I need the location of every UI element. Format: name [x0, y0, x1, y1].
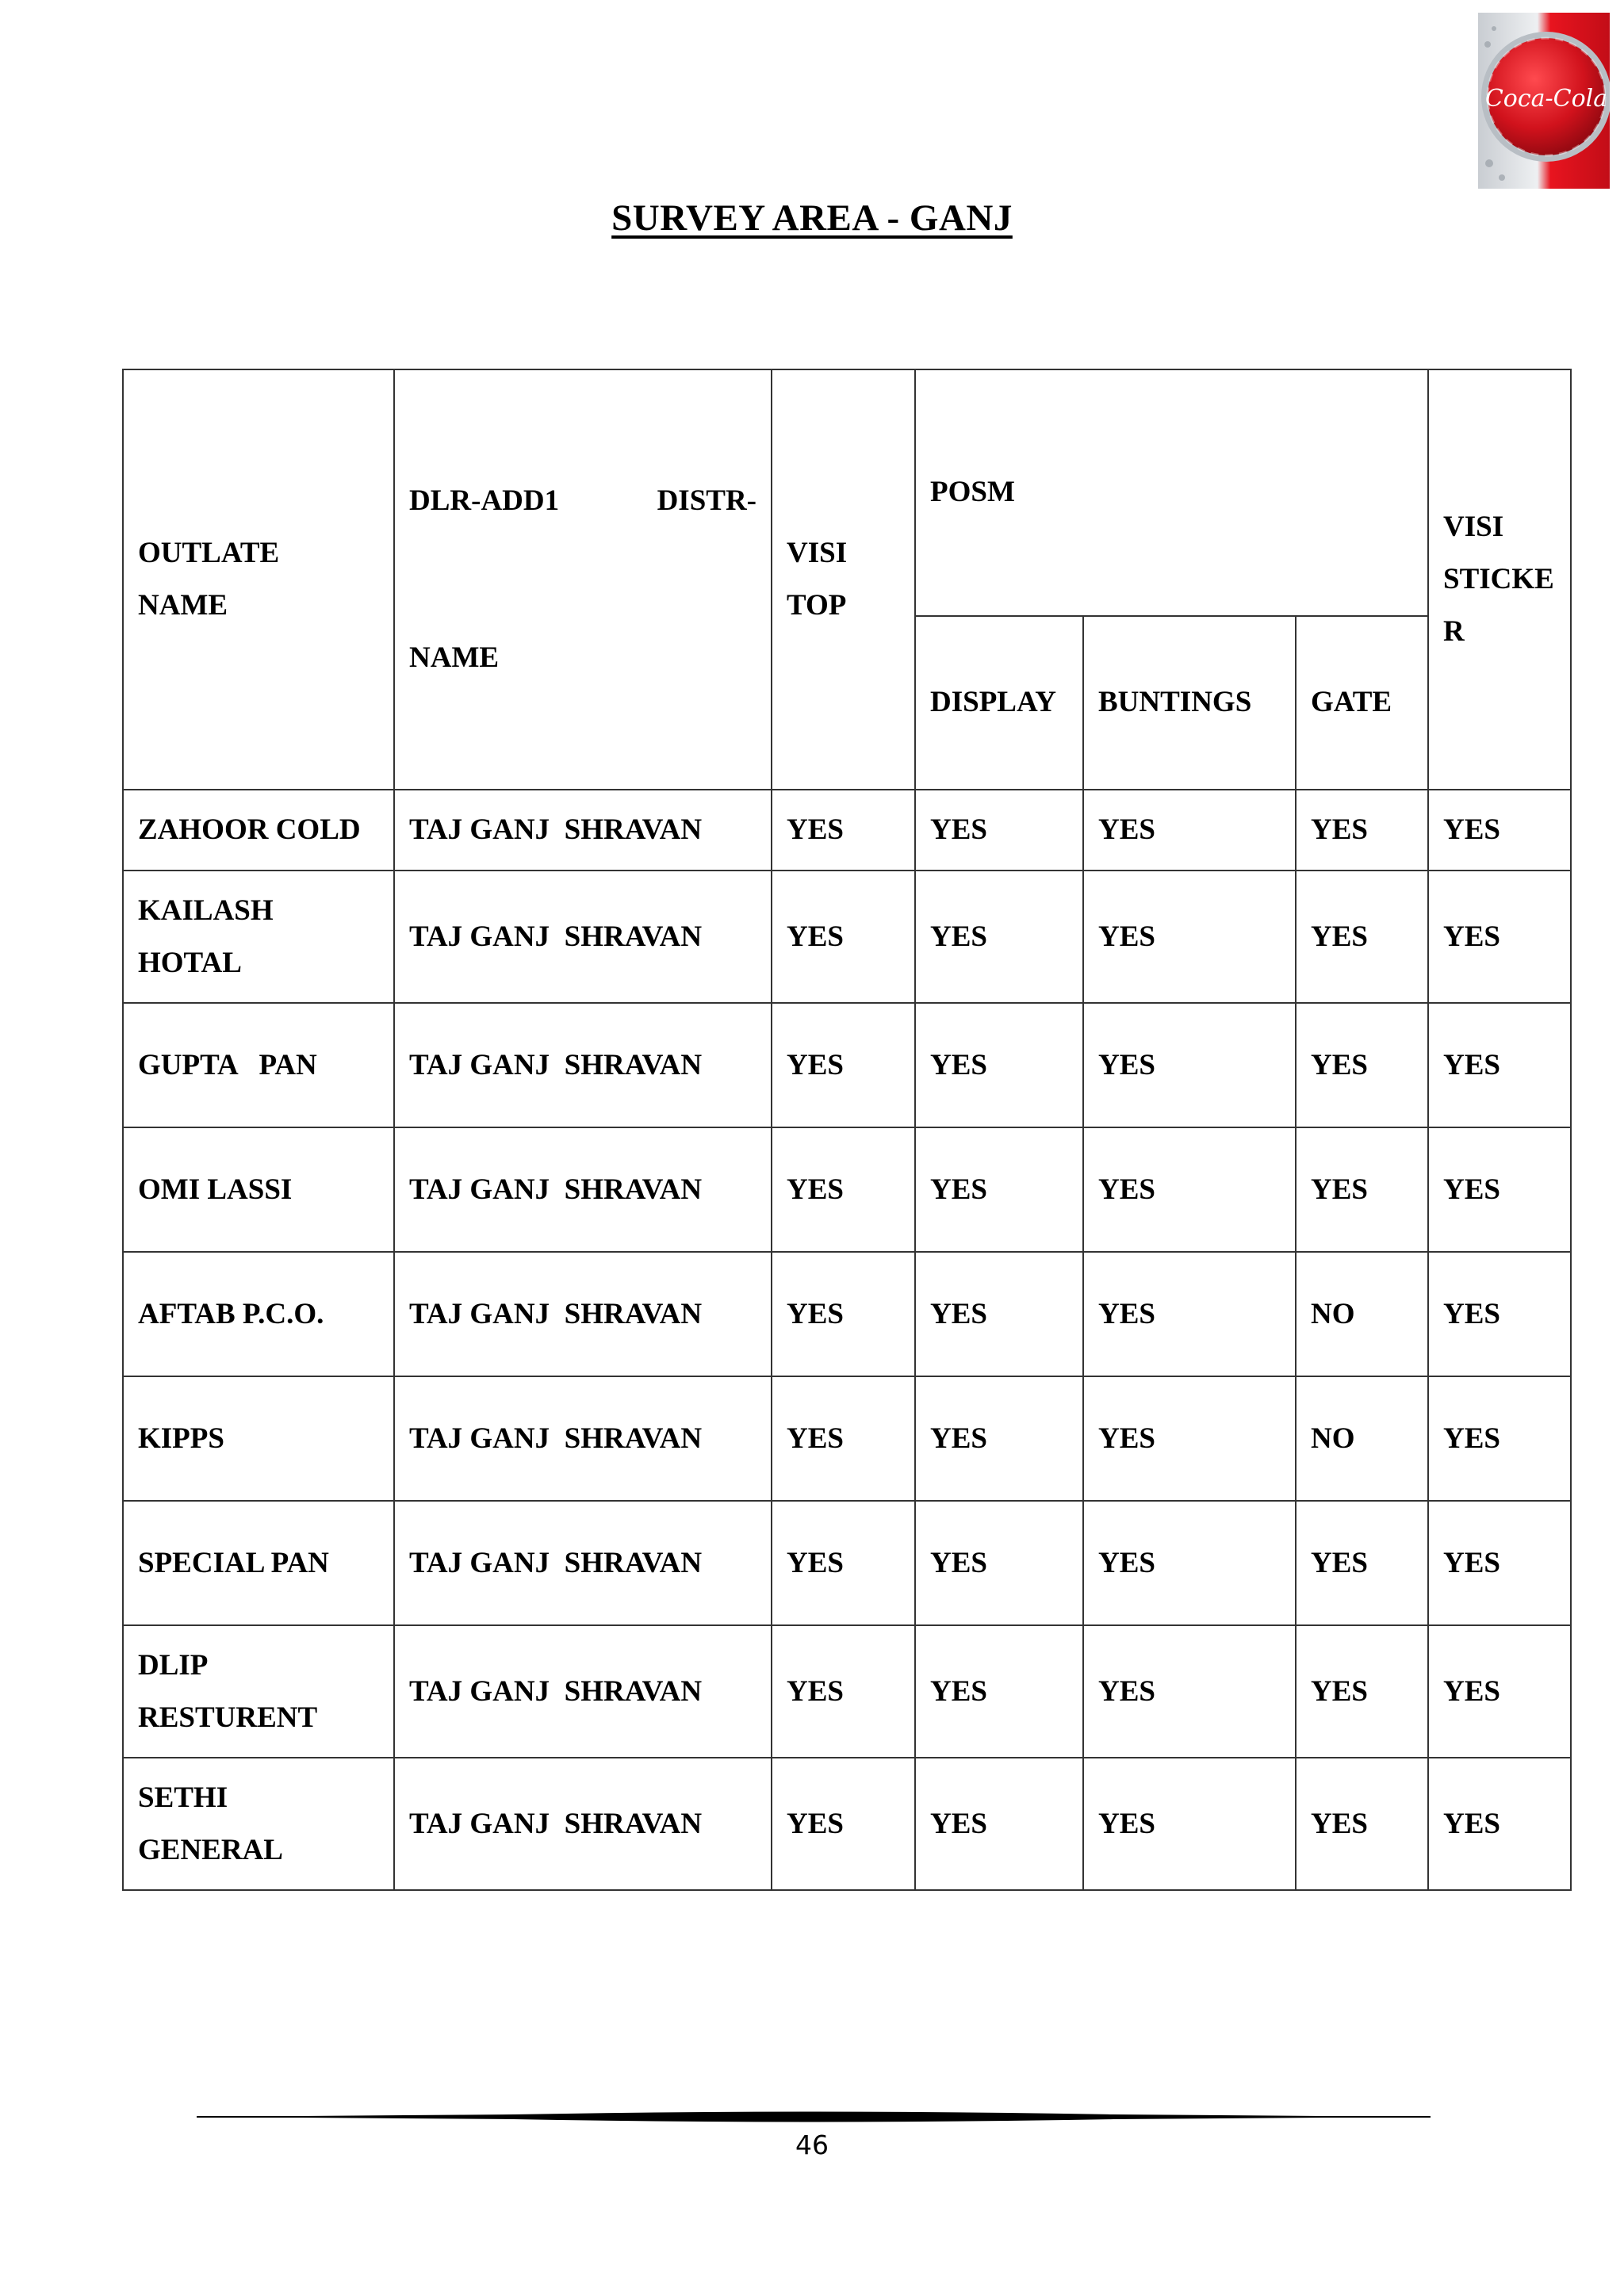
page-number: 46: [795, 2130, 829, 2160]
cell-outlet-name: DLIP RESTURENT: [123, 1625, 394, 1758]
cell-outlet-name: ZAHOOR COLD: [123, 790, 394, 871]
header-distr: DISTR-: [657, 484, 756, 517]
cell-dlr-distr: TAJ GANJ SHRAVAN: [394, 1376, 772, 1501]
cell-outlet-name: KAILASH HOTAL: [123, 871, 394, 1003]
cell-outlet-name: AFTAB P.C.O.: [123, 1252, 394, 1376]
cell-visi-top: YES: [772, 790, 915, 871]
cell-visi-sticker: YES: [1428, 871, 1571, 1003]
cell-display: YES: [915, 871, 1083, 1003]
cell-visi-sticker: YES: [1428, 1376, 1571, 1501]
cell-display: YES: [915, 1376, 1083, 1501]
header-gate: GATE: [1296, 616, 1428, 790]
cell-visi-sticker: YES: [1428, 1003, 1571, 1127]
cell-outlet-name: GUPTA PAN: [123, 1003, 394, 1127]
table-row: [123, 1127, 1571, 1252]
table-row: [123, 871, 1571, 1003]
header-visi-top: VISI TOP: [772, 369, 915, 790]
cell-visi-top: YES: [772, 1501, 915, 1625]
cell-buntings: YES: [1083, 1127, 1296, 1252]
table-row: [123, 1376, 1571, 1501]
footer-divider: [197, 2107, 1431, 2126]
cell-visi-sticker: YES: [1428, 1625, 1571, 1758]
cell-gate: YES: [1296, 790, 1428, 871]
cell-display: YES: [915, 1252, 1083, 1376]
header-outlet-name: OUTLATE NAME: [123, 369, 394, 790]
cell-visi-top: YES: [772, 1376, 915, 1501]
cell-buntings: YES: [1083, 1252, 1296, 1376]
cell-outlet-name: SETHI GENERAL: [123, 1758, 394, 1890]
cell-visi-top: YES: [772, 1127, 915, 1252]
cell-dlr-distr: TAJ GANJ SHRAVAN: [394, 871, 772, 1003]
header-buntings: BUNTINGS: [1083, 616, 1296, 790]
cell-dlr-distr: TAJ GANJ SHRAVAN: [394, 1003, 772, 1127]
cell-dlr-distr: TAJ GANJ SHRAVAN: [394, 1127, 772, 1252]
table-row: [123, 790, 1571, 871]
cell-visi-sticker: YES: [1428, 1501, 1571, 1625]
table-row: [123, 1758, 1571, 1890]
logo-text: Coca-Cola: [1484, 85, 1608, 113]
cell-visi-top: YES: [772, 1758, 915, 1890]
cell-buntings: YES: [1083, 1376, 1296, 1501]
cell-outlet-name: KIPPS: [123, 1376, 394, 1501]
header-distr-name: NAME: [409, 641, 500, 674]
cell-outlet-name: OMI LASSI: [123, 1127, 394, 1252]
cell-visi-top: YES: [772, 1252, 915, 1376]
header-row: [123, 369, 1571, 616]
cell-display: YES: [915, 1625, 1083, 1758]
cell-visi-sticker: YES: [1428, 1252, 1571, 1376]
cell-display: YES: [915, 790, 1083, 871]
bottle-cap-logo: [1478, 13, 1610, 189]
cell-dlr-distr: TAJ GANJ SHRAVAN: [394, 1758, 772, 1890]
cell-buntings: YES: [1083, 790, 1296, 871]
table-row: [123, 1625, 1571, 1758]
cell-display: YES: [915, 1127, 1083, 1252]
cell-gate: YES: [1296, 1758, 1428, 1890]
cell-buntings: YES: [1083, 1501, 1296, 1625]
table-row: [123, 1003, 1571, 1127]
cell-display: YES: [915, 1758, 1083, 1890]
cell-buntings: YES: [1083, 1003, 1296, 1127]
table-row: [123, 1252, 1571, 1376]
table-row: [123, 1501, 1571, 1625]
cell-outlet-name: SPECIAL PAN: [123, 1501, 394, 1625]
cell-visi-top: YES: [772, 871, 915, 1003]
cell-buntings: YES: [1083, 1758, 1296, 1890]
cell-visi-top: YES: [772, 1625, 915, 1758]
header-dlr-add1: DLR-ADD1: [409, 484, 560, 517]
cell-gate: YES: [1296, 1003, 1428, 1127]
cell-visi-top: YES: [772, 1003, 915, 1127]
cell-gate: YES: [1296, 1501, 1428, 1625]
cell-visi-sticker: YES: [1428, 1758, 1571, 1890]
header-posm: POSM: [915, 369, 1428, 616]
cell-dlr-distr: TAJ GANJ SHRAVAN: [394, 790, 772, 871]
survey-table: [122, 369, 1572, 1891]
cell-dlr-distr: TAJ GANJ SHRAVAN: [394, 1625, 772, 1758]
cell-display: YES: [915, 1003, 1083, 1127]
cell-buntings: YES: [1083, 1625, 1296, 1758]
header-visi-sticker: VISI STICKE R: [1428, 369, 1571, 790]
cell-display: YES: [915, 1501, 1083, 1625]
cell-visi-sticker: YES: [1428, 790, 1571, 871]
page-title: SURVEY AREA - GANJ: [611, 197, 1013, 239]
cell-gate: NO: [1296, 1252, 1428, 1376]
cell-gate: YES: [1296, 1127, 1428, 1252]
cell-gate: YES: [1296, 1625, 1428, 1758]
cell-visi-sticker: YES: [1428, 1127, 1571, 1252]
cell-dlr-distr: TAJ GANJ SHRAVAN: [394, 1501, 772, 1625]
header-display: DISPLAY: [915, 616, 1083, 790]
bottle-cap-logo-icon: [1478, 13, 1610, 189]
cell-buntings: YES: [1083, 871, 1296, 1003]
cell-gate: YES: [1296, 871, 1428, 1003]
cell-gate: NO: [1296, 1376, 1428, 1501]
cell-dlr-distr: TAJ GANJ SHRAVAN: [394, 1252, 772, 1376]
header-dlr-distr-name: [394, 369, 772, 790]
